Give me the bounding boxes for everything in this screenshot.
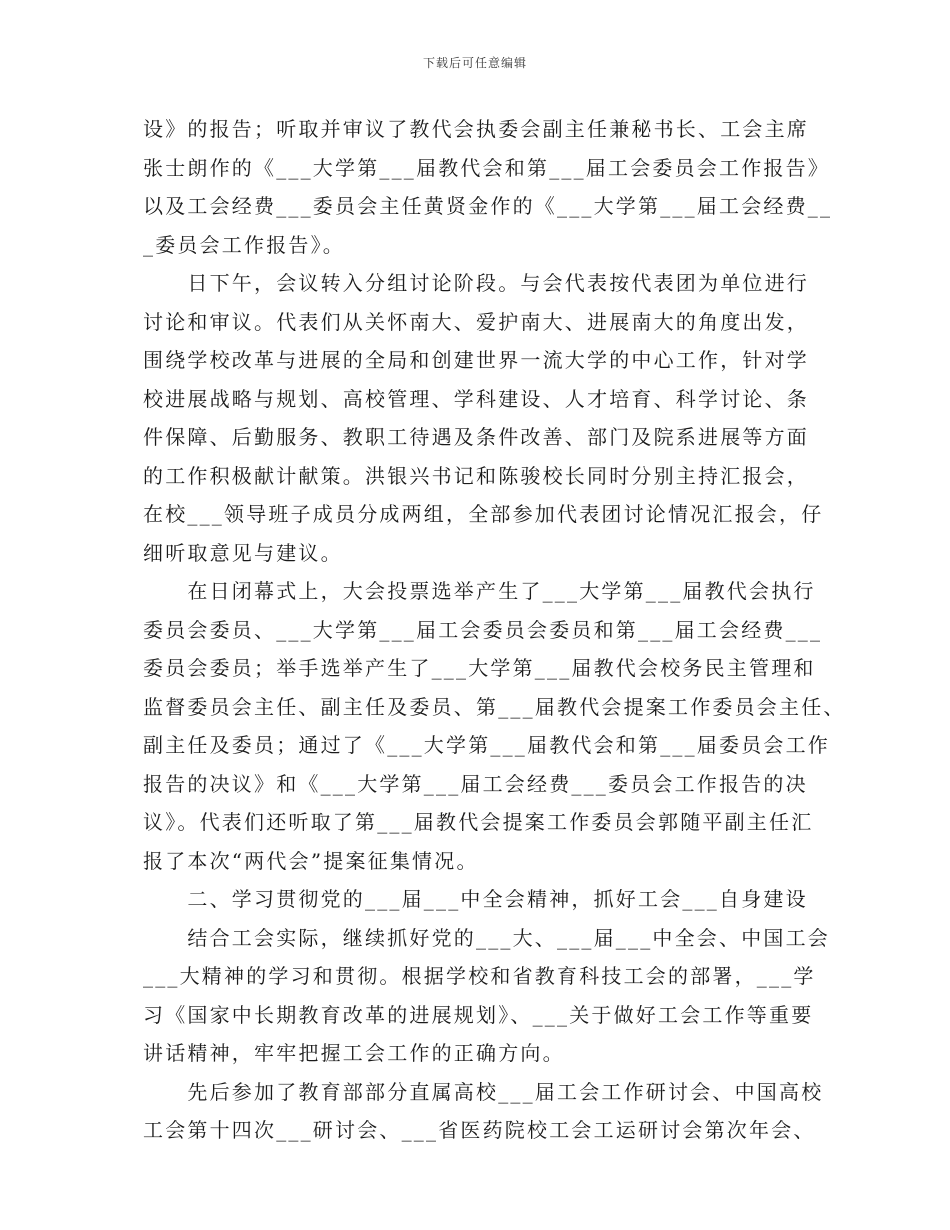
text-line: 件保障、后勤服务、教职工待遇及条件改善、部门及院系进展等方面 [143, 425, 809, 449]
text-line: 委员会委员、___大学第___届工会委员会委员和第___届工会经费___ [143, 617, 823, 642]
text-line: 结合工会实际，继续抓好党的___大、___届___中全会、中国工会 [143, 925, 830, 950]
text-line: 报告的决议》和《___大学第___届工会经费___委员会工作报告的决 [143, 771, 808, 796]
text-line: 在日闭幕式上，大会投票选举产生了___大学第___届教代会执行 [143, 579, 816, 603]
text-line: _委员会工作报告》。 [143, 232, 345, 257]
text-line: 讲话精神，牢牢把握工会工作的正确方向。 [143, 1041, 565, 1065]
text-line: 张士朗作的《___大学第___届教代会和第___届工会委员会工作报告》 [143, 155, 830, 180]
document-body [143, 110, 846, 1150]
section-heading: 二、学习贯彻党的___届___中全会精神，抓好工会___自身建设 [143, 887, 808, 911]
text-line: ___大精神的学习和贯彻。根据学校和省教育科技工会的部署，___学 [143, 964, 816, 988]
text-line: 细听取意见与建议。 [143, 540, 343, 565]
text-line: 监督委员会主任、副主任及委员、第___届教代会提案工作委员会主任、 [143, 694, 846, 719]
text-line: 先后参加了教育部部分直属高校___届工会工作研讨会、中国高校 [143, 1079, 824, 1104]
page-header: 下载后可任意编辑 [422, 56, 527, 70]
text-line: 副主任及委员；通过了《___大学第___届教代会和第___届委员会工作 [143, 733, 830, 757]
text-line: 习《国家中长期教育改革的进展规划》、___关于做好工会工作等重要 [143, 1002, 814, 1027]
text-line: 以及工会经费___委员会主任黄贤金作的《___大学第___届工会经费__ [143, 194, 833, 218]
text-line: 报了本次“两代会”提案征集情况。 [143, 848, 479, 873]
text-line: 日下午，会议转入分组讨论阶段。与会代表按代表团为单位进行 [143, 271, 809, 295]
text-line: 讨论和审议。代表们从关怀南大、爱护南大、进展南大的角度出发， [143, 309, 809, 334]
text-line: 围绕学校改革与进展的全局和创建世界一流大学的中心工作，针对学 [143, 348, 809, 372]
text-line: 工会第十四次___研讨会、___省医药院校工会工运研讨会第次年会、 [143, 1118, 816, 1142]
text-line: 的工作积极献计献策。洪银兴书记和陈骏校长同时分别主持汇报会， [143, 463, 809, 488]
text-line: 校进展战略与规划、高校管理、学科建设、人才培育、科学讨论、条 [143, 386, 809, 411]
text-line: 在校___领导班子成员分成两组，全部参加代表团讨论情况汇报会，仔 [143, 502, 824, 526]
text-line: 委员会委员；举手选举产生了___大学第___届教代会校务民主管理和 [143, 656, 816, 680]
text-line: 议》。代表们还听取了第___届教代会提案工作委员会郭随平副主任汇 [143, 810, 814, 834]
text-line: 设》的报告；听取并审议了教代会执委会副主任兼秘书长、工会主席 [143, 117, 809, 141]
